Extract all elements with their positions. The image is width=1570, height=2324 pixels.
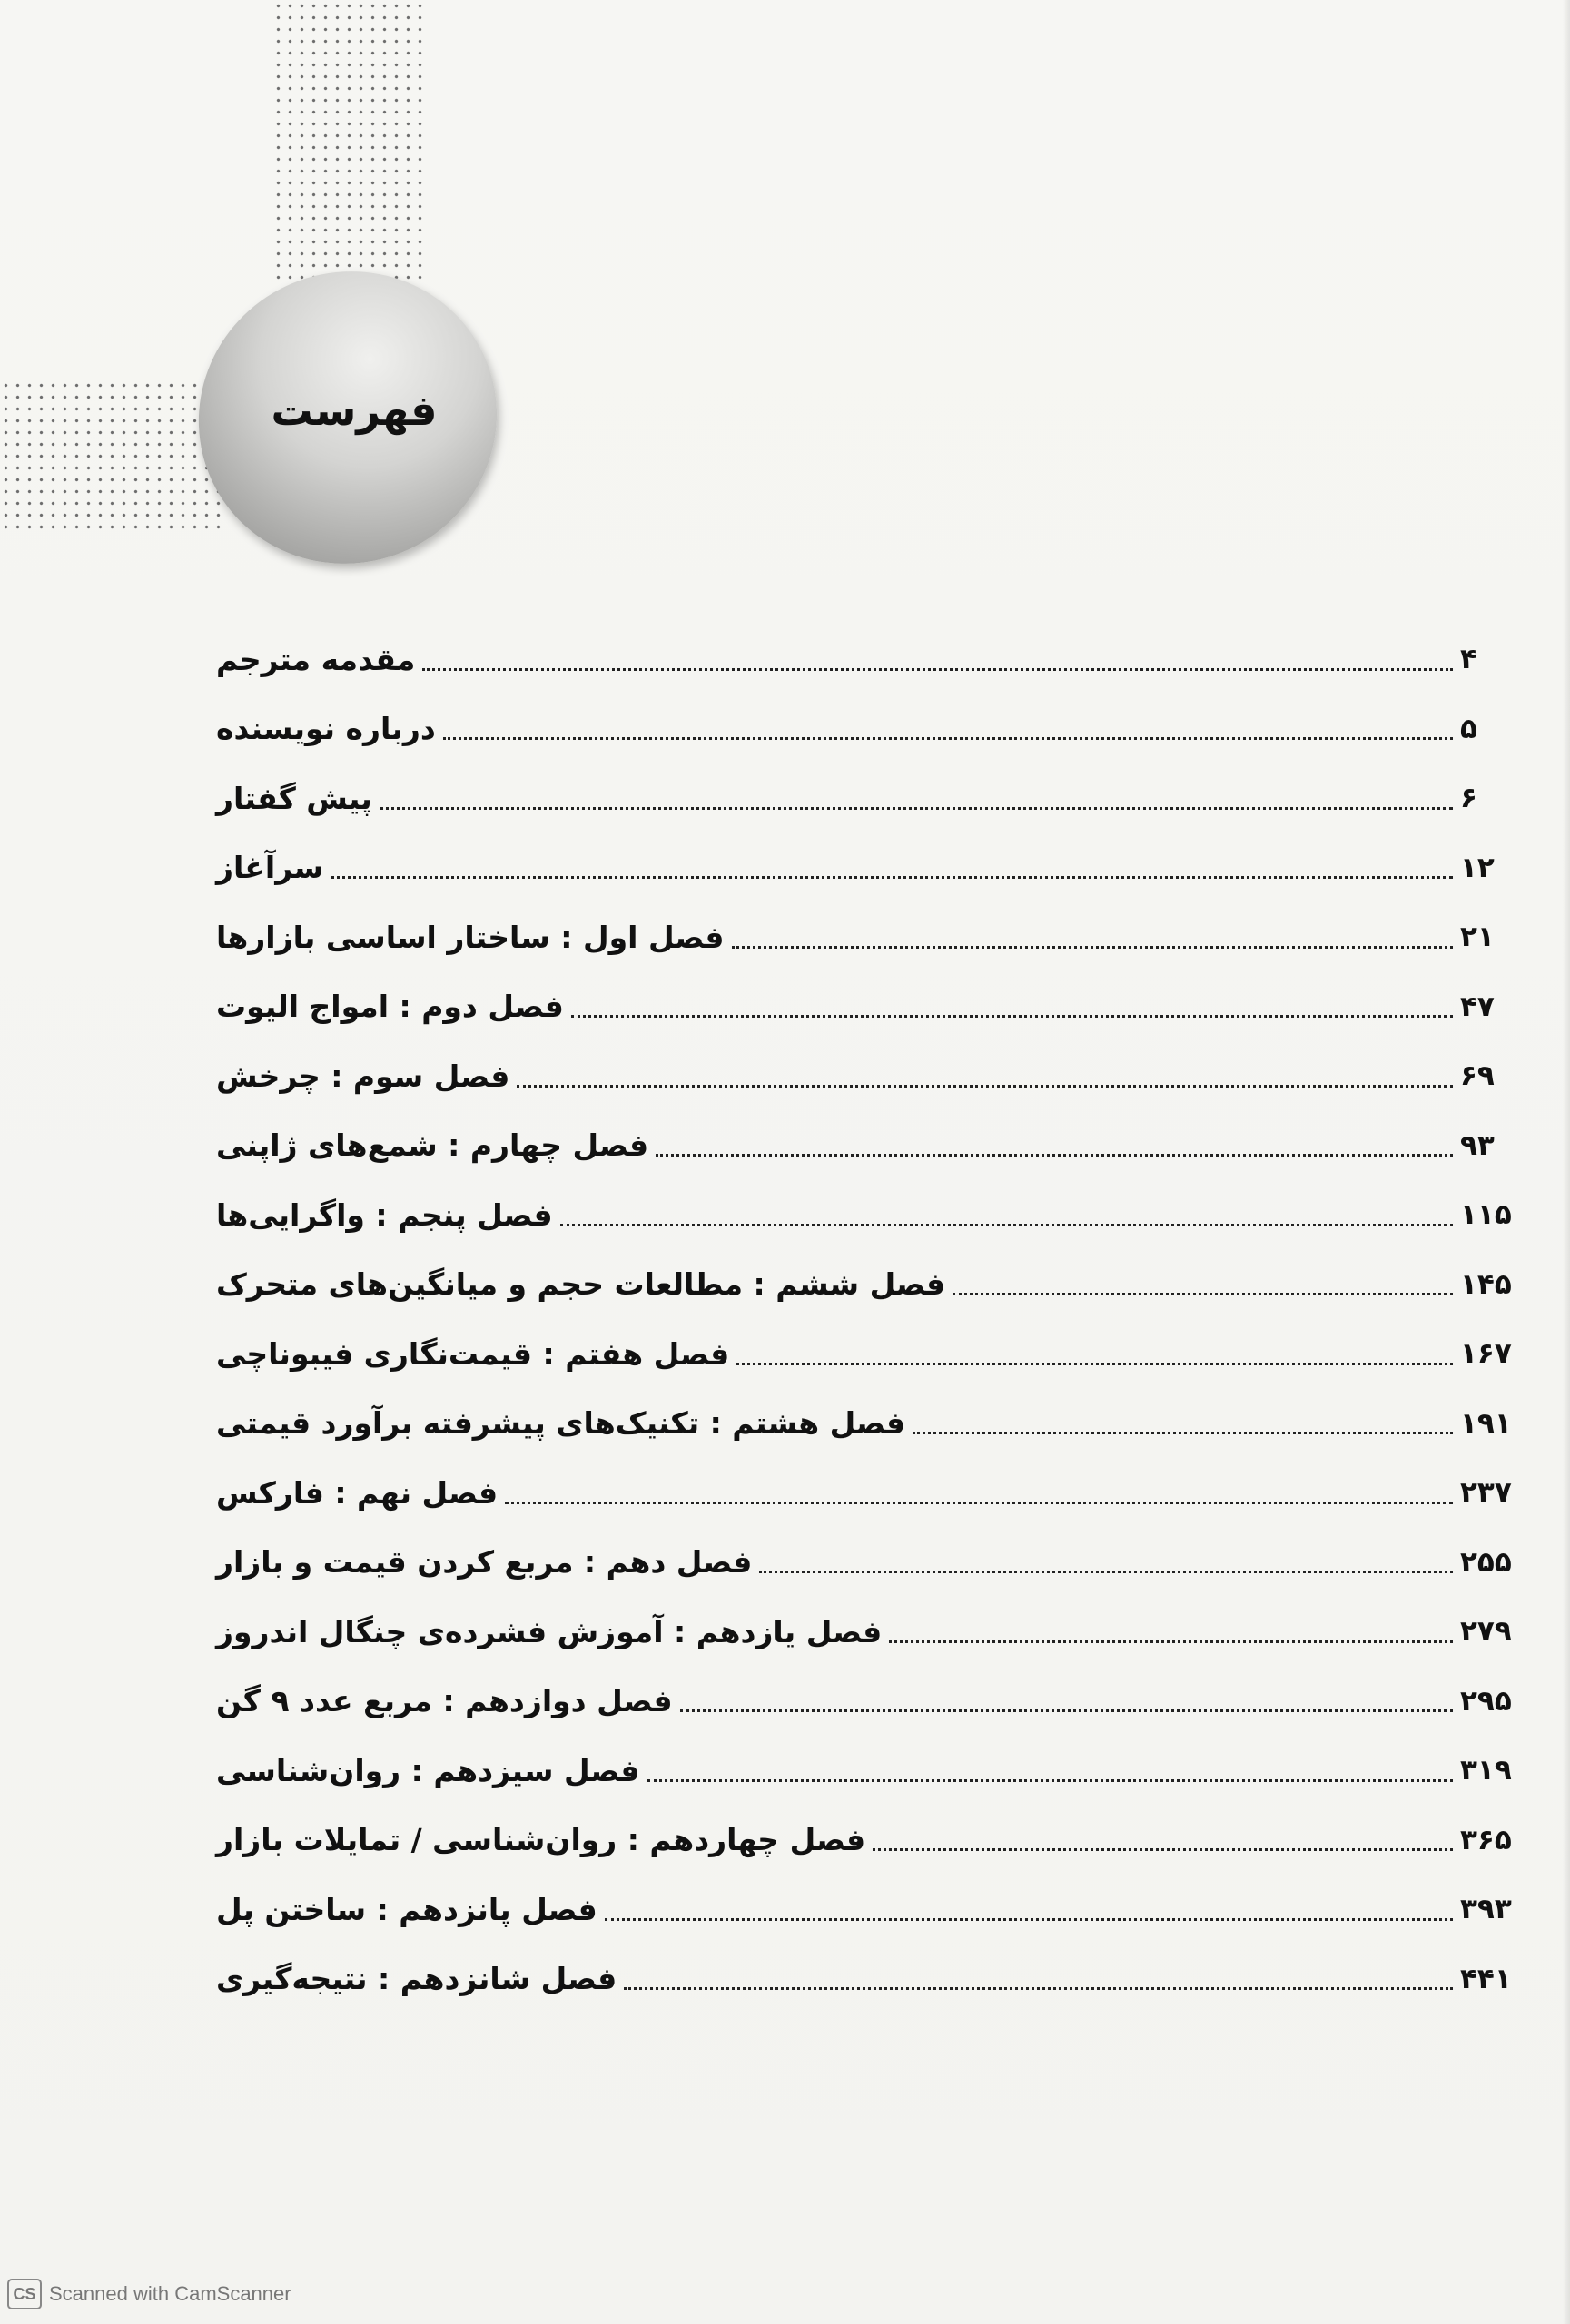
toc-entry-page: ۶۹ [1460,1059,1495,1093]
toc-entry-page: ۳۹۳ [1460,1893,1512,1926]
toc-leader-dots [517,1083,1453,1088]
watermark-text: Scanned with CamScanner [49,2282,291,2305]
toc-entry [207,972,1515,1042]
toc-entry [207,1528,1515,1598]
toc-entry-page: ۲۵۵ [1460,1545,1512,1579]
toc-leader-dots [571,1013,1453,1018]
toc-entry [207,694,1515,764]
toc-leader-dots [443,735,1453,740]
toc-leader-dots [680,1708,1453,1712]
toc-entry [207,625,1515,694]
toc-leader-dots [732,944,1453,949]
toc-entry [207,1806,1515,1876]
toc-leader-dots [656,1152,1453,1157]
toc-entry-title: فصل چهارم : شمع‌های ژاپنی [216,1128,649,1164]
toc-entry-page: ۲۷۹ [1460,1615,1512,1649]
toc-entry [207,1736,1515,1806]
toc-entry-title: فصل اول : ساختار اساسی بازارها [216,919,725,955]
toc-entry [207,1945,1515,2014]
toc-entry-title: فصل پنجم : واگرایی‌ها [216,1196,553,1233]
toc-entry-title: مقدمه مترجم [216,641,416,677]
toc-leader-dots [913,1430,1453,1434]
toc-entry [207,1597,1515,1667]
toc-entry-page: ۴۴۱ [1460,1962,1512,1995]
toc-entry-title: فصل پانزدهم : ساختن پل [216,1891,597,1927]
toc-entry-page: ۱۱۵ [1460,1198,1512,1232]
toc-entry-title: فصل هشتم : تکنیک‌های پیشرفته برآورد قیمتی [216,1405,906,1442]
toc-leader-dots [953,1291,1453,1295]
toc-entry [207,1667,1515,1737]
toc-entry-page: ۳۱۹ [1460,1754,1512,1787]
toc-entry-page: ۱۴۵ [1460,1267,1512,1301]
toc-entry-title: فصل دهم : مربع کردن قیمت و بازار [216,1544,753,1581]
toc-entry-page: ۲۱ [1460,921,1495,954]
toc-entry [207,1250,1515,1320]
toc-entry-title: فصل چهاردهم : روان‌شناسی / تمایلات بازار [216,1822,866,1858]
toc-entry-title: فصل دوم : امواج الیوت [216,989,564,1025]
toc-entry-page: ۴ [1460,643,1477,676]
toc-entry-page: ۱۶۷ [1460,1337,1512,1371]
decorative-dot-pattern-vertical [272,0,427,286]
toc-leader-dots [560,1222,1453,1226]
toc-leader-dots [605,1916,1453,1921]
toc-entry-title: فصل ششم : مطالعات حجم و میانگین‌های متحرک [216,1266,946,1303]
toc-entry-title: فصل سیزدهم : روان‌شناسی [216,1752,640,1788]
toc-leader-dots [889,1639,1453,1643]
toc-entry-page: ۹۳ [1460,1128,1495,1162]
toc-entry-title: فصل نهم : فارکس [216,1474,499,1511]
toc-entry-page: ۶ [1460,782,1477,815]
toc-entry-title: فصل شانزدهم : نتیجه‌گیری [216,1961,617,1997]
toc-entry [207,902,1515,972]
toc-entry-title: فصل دوازدهم : مربع عدد ۹ گن [216,1683,673,1719]
toc-entry-page: ۱۲ [1460,851,1495,884]
table-of-contents [207,625,1515,2014]
toc-entry-title: درباره نویسنده [216,711,436,747]
toc-entry [207,1041,1515,1111]
toc-leader-dots [380,805,1453,810]
camscanner-logo-icon: CS [7,2279,42,2309]
toc-entry-page: ۵ [1460,712,1477,745]
toc-leader-dots [505,1500,1453,1504]
toc-leader-dots [624,1985,1453,1990]
toc-entry [207,833,1515,903]
toc-leader-dots [759,1569,1453,1573]
toc-entry-title: سرآغاز [216,850,324,886]
toc-entry-page: ۱۹۱ [1460,1406,1512,1440]
toc-entry-title: فصل یازدهم : آموزش فشرده‌ی چنگال اندروز [216,1613,883,1649]
toc-entry [207,1458,1515,1528]
toc-leader-dots [873,1846,1453,1851]
toc-entry-page: ۲۳۷ [1460,1476,1512,1510]
toc-entry [207,1875,1515,1945]
page-title: فهرست [271,386,438,435]
scanner-watermark [7,2279,291,2309]
toc-entry [207,1111,1515,1181]
toc-entry [207,1389,1515,1459]
toc-entry [207,1180,1515,1250]
toc-entry [207,763,1515,833]
toc-entry-page: ۴۷ [1460,990,1495,1023]
toc-leader-dots [422,666,1453,671]
toc-entry-page: ۲۹۵ [1460,1684,1512,1718]
toc-leader-dots [647,1777,1453,1782]
toc-entry-page: ۳۶۵ [1460,1823,1512,1856]
toc-entry [207,1319,1515,1389]
toc-entry-title: فصل هفتم : قیمت‌نگاری فیبوناچی [216,1335,730,1372]
toc-leader-dots [331,874,1453,879]
toc-leader-dots [736,1361,1453,1365]
page-edge-shadow [1563,0,1570,2324]
toc-entry-title: فصل سوم : چرخش [216,1058,510,1094]
decorative-dot-pattern-horizontal [0,379,227,534]
toc-entry-title: پیش گفتار [216,780,372,816]
